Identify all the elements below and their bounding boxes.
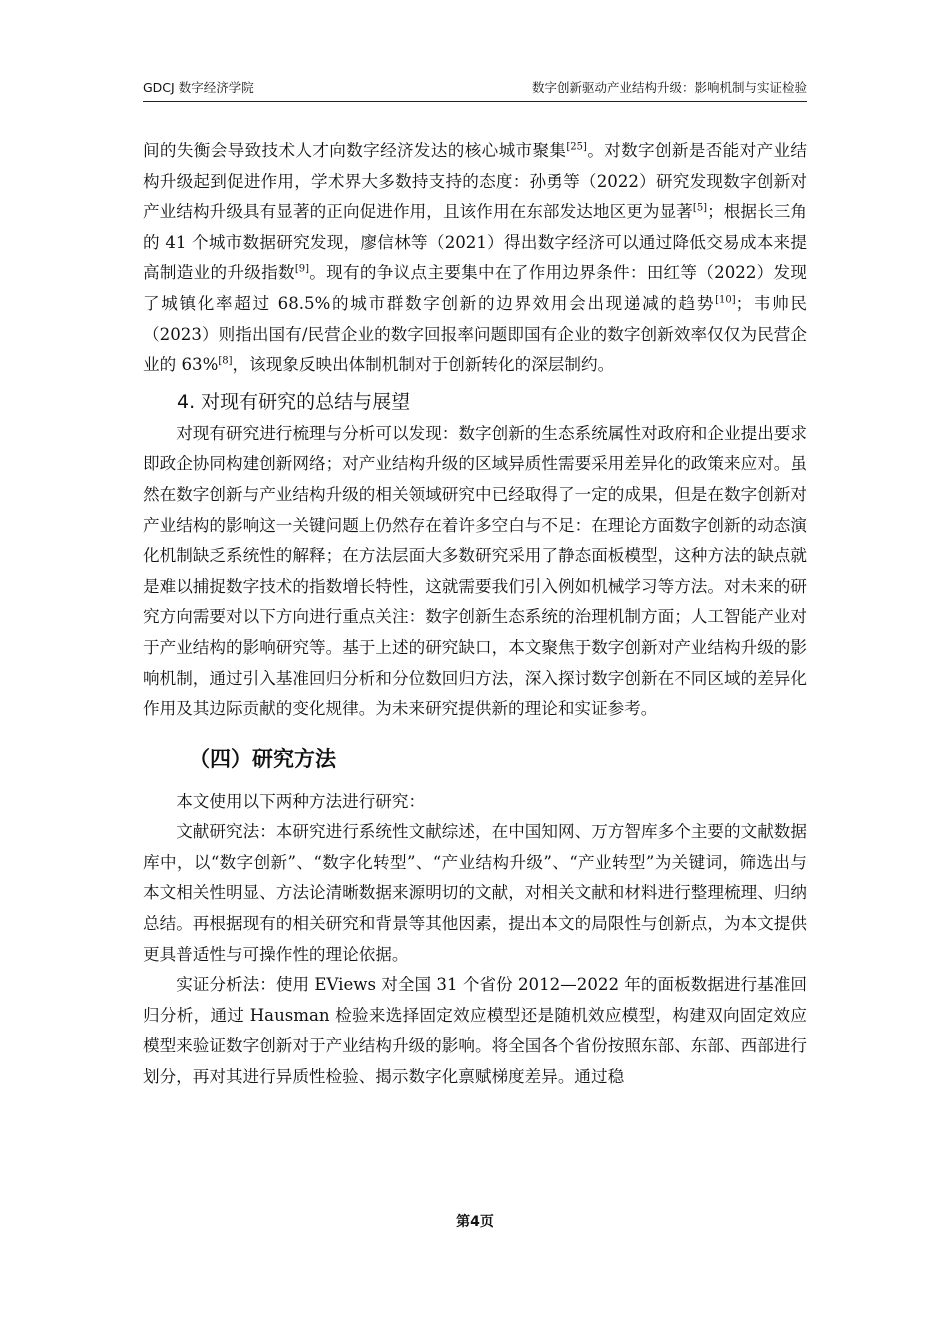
paragraph-literature-review bbox=[143, 136, 807, 381]
section-heading-summary: 4. 对现有研究的总结与展望 bbox=[177, 390, 411, 413]
citation: [25] bbox=[566, 141, 587, 153]
text-run: ；韦帅民（2023）则指出国有/民营企业的数字回报率问题即国有企业的数字创新效率仅仅为民营企业的 63% bbox=[143, 293, 807, 375]
paragraph-empirical-method: 实证分析法：使用 EViews 对全国 31 个省份 2012—2022 年的面板数据进行基准回归分析，通过 Hausman 检验来选择固定效应模型还是随机效应模型，构建双向固定效应模型来验证数字创新对于产业结构升级的影响。将全国各个省份按照东部、东部、西部进行划分，再对其进行异质性检验、揭示数字化禀赋梯度差异。通过稳 bbox=[143, 975, 807, 1087]
text-run: ；根据长三角的 41 个城市数据研究发现，廖信林等（2021）得出数字经济可以通过降低交易成本来提高制造业的升级指数 bbox=[143, 202, 808, 283]
citation: [9] bbox=[294, 263, 310, 275]
paragraph-methods-intro: 本文使用以下两种方法进行研究： bbox=[176, 791, 426, 811]
text-run: 。对数字创新是否能对产业结构升级起到促进作用，学术界大多数持支持的态度：孙勇等（2022）研究发现数字创新对产业结构升级具有显著的正向促进作用，且该作用在东部发达地区更为显著 bbox=[143, 141, 808, 222]
page-header bbox=[143, 78, 807, 100]
citation: [8] bbox=[218, 355, 233, 367]
text-run: ，该现象反映出体制机制对于创新转化的深层制约。 bbox=[232, 355, 615, 375]
page-body bbox=[143, 136, 807, 1093]
paragraph-literature-method: 文献研究法：本研究进行系统性文献综述，在中国知网、万方智库多个主要的文献数据库中，以“数字创新”、“数字化转型”、“产业结构升级”、“产业转型”为关键词，筛选出与本文相关性明显、方法论清晰数据来源明切的文献，对相关文献和材料进行整理梳理、归纳总结。再根据现有的相关研究和背景等其他因素，提出本文的局限性与创新点，为本文提供更具普适性与可操作性的理论依据。 bbox=[143, 822, 807, 964]
citation: [10] bbox=[715, 294, 736, 306]
header-divider bbox=[143, 101, 807, 102]
page-number: 第4页 bbox=[456, 1214, 494, 1230]
section-heading-methods: （四）研究方法 bbox=[189, 746, 336, 771]
header-institution: GDCJ 数字经济学院 bbox=[143, 80, 254, 95]
text-run: 间的失衡会导致技术人才向数字经济发达的核心城市聚集 bbox=[143, 141, 567, 160]
text-run: 。现有的争议点主要集中在了作用边界条件：田红等（2022）发现了城镇化率超过 68.5%的城市群数字创新的边界效用会出现递减的趋势 bbox=[143, 263, 808, 313]
paragraph-summary: 对现有研究进行梳理与分析可以发现：数字创新的生态系统属性对政府和企业提出要求即政企协同构建创新网络；对产业结构升级的区域异质性需要采用差异化的政策来应对。虽然在数字创新与产业结构升级的相关领域研究中已经取得了一定的成果，但是在数字创新对产业结构的影响这一关键问题上仍然存在着许多空白与不足：在理论方面数字创新的动态演化机制缺乏系统性的解释；在方法层面大多数研究采用了静态面板模型，这种方法的缺点就是难以捕捉数字技术的指数增长特性，这就需要我们引入例如机械学习等方法。对未来的研究方向需要对以下方向进行重点关注：数字创新生态系统的治理机制方面；人工智能产业对于产业结构的影响研究等。基于上述的研究缺口，本文聚焦于数字创新对产业结构升级的影响机制，通过引入基准回归分析和分位数回归方法，深入探讨数字创新在不同区域的差异化作用及其边际贡献的变化规律。为未来研究提供新的理论和实证参考。 bbox=[143, 423, 807, 719]
header-title: 数字创新驱动产业结构升级：影响机制与实证检验 bbox=[531, 80, 807, 95]
citation: [5] bbox=[692, 202, 708, 214]
